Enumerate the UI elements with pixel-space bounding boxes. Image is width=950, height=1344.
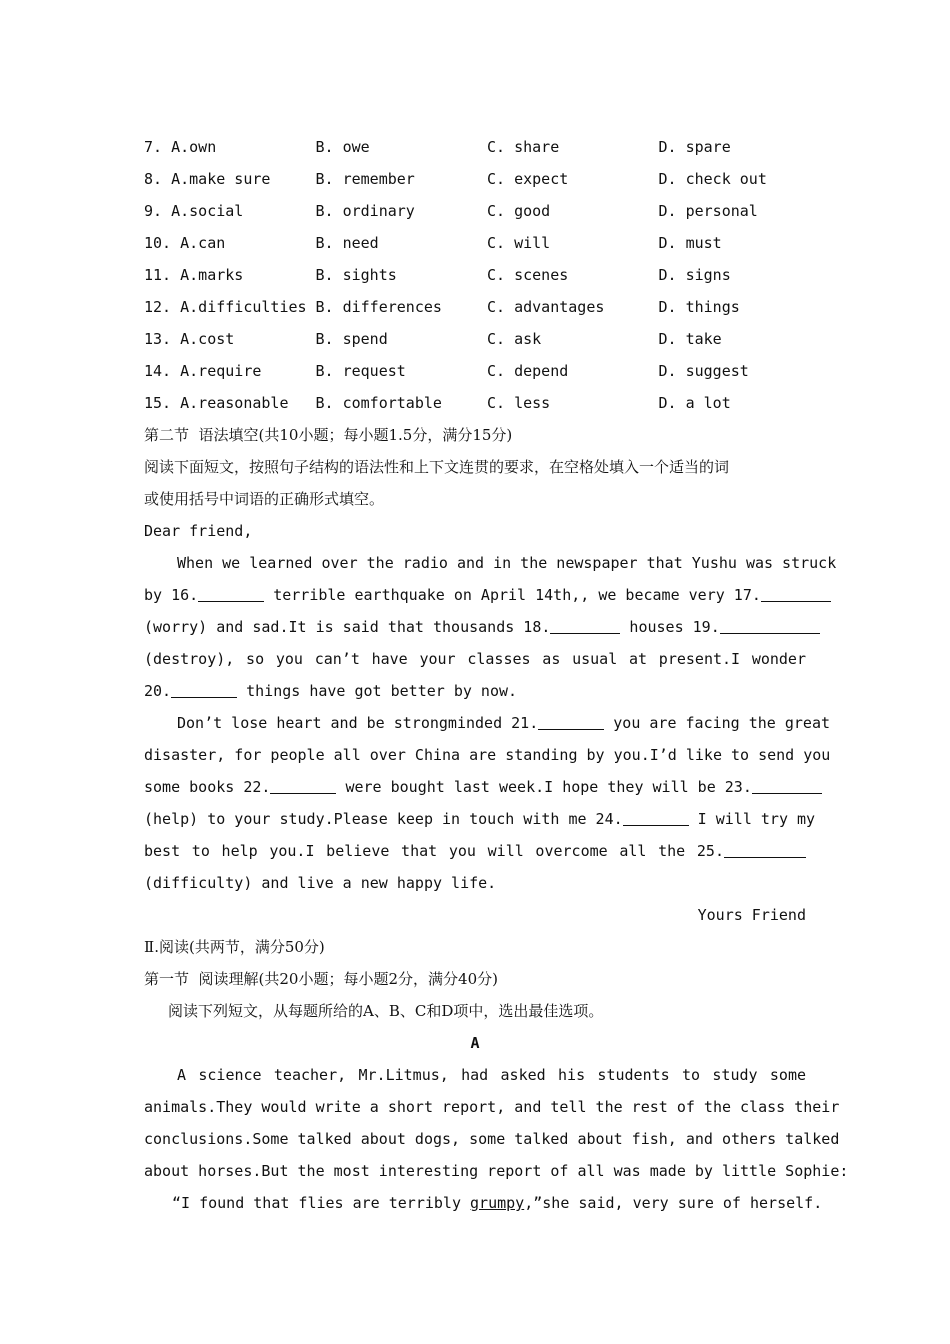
letter-line: When we learned over the radio and in the newspaper that Yushu was struck: [177, 554, 837, 572]
letter-line: best to help you.I believe that you will overcome all the 25.: [144, 835, 806, 867]
option-cell: D. suggest: [658, 362, 749, 380]
letter-line: (help) to your study.Please keep in touch with me 24. I will try my: [144, 803, 806, 835]
instruction-line: 阅读下面短文，按照句子结构的语法性和上下文连贯的要求，在空格处填入一个适当的词: [144, 458, 730, 476]
option-cell: B. request: [315, 362, 406, 380]
option-cell: 13. A.cost: [144, 330, 235, 348]
option-cell: B. differences: [315, 298, 442, 316]
page-content: [144, 131, 849, 1219]
instruction-line: 阅读下列短文，从每题所给的A、B、C和D项中，选出最佳选项。: [168, 1002, 604, 1020]
option-row: [144, 227, 806, 259]
option-cell: 14. A.require: [144, 362, 262, 380]
section-heading: 第一节 阅读理解(共20小题；每小题2分，满分40分): [144, 970, 498, 988]
option-row: [144, 387, 806, 419]
option-row: [144, 163, 806, 195]
answer-blank: [550, 615, 620, 634]
option-cell: C. less: [487, 394, 551, 412]
option-cell: D. things: [658, 298, 740, 316]
option-cell: 7. A.own: [144, 138, 217, 156]
answer-blank: [623, 807, 689, 826]
answer-blank: [198, 583, 264, 602]
option-cell: D. a lot: [658, 394, 731, 412]
option-cell: C. share: [487, 138, 560, 156]
instruction-line: 或使用括号中词语的正确形式填空。: [144, 490, 385, 508]
option-cell: C. advantages: [487, 298, 605, 316]
letter-line: (worry) and sad.It is said that thousands 18. houses 19.: [144, 611, 806, 643]
passage-line: conclusions.Some talked about dogs, some talked about fish, and others talked: [144, 1130, 840, 1148]
option-row: [144, 355, 806, 387]
part-heading: Ⅱ.阅读(共两节，满分50分): [144, 938, 325, 956]
passage-line: animals.They would write a short report, and tell the rest of the class their: [144, 1098, 840, 1116]
passage-line: A science teacher, Mr.Litmus, had asked his students to study some: [177, 1066, 806, 1084]
option-cell: B. spend: [315, 330, 388, 348]
option-cell: 10. A.can: [144, 234, 226, 252]
option-cell: 9. A.social: [144, 202, 244, 220]
option-row: [144, 195, 806, 227]
options-list: [144, 131, 806, 419]
option-cell: D. spare: [658, 138, 731, 156]
option-cell: B. sights: [315, 266, 397, 284]
option-row: [144, 131, 806, 163]
passage-line: “I found that flies are terribly grumpy,”she said, very sure of herself.: [172, 1194, 823, 1212]
option-cell: D. signs: [658, 266, 731, 284]
option-cell: B. ordinary: [315, 202, 415, 220]
answer-blank: [270, 775, 336, 794]
letter-signature: Yours Friend: [697, 906, 806, 924]
option-row: [144, 323, 806, 355]
answer-blank: [724, 839, 806, 858]
section-heading: 第二节 语法填空(共10小题；每小题1.5分，满分15分): [144, 426, 513, 444]
letter-greeting: Dear friend,: [144, 522, 253, 540]
letter-line: (destroy), so you can’t have your classes as usual at present.I wonder: [144, 650, 806, 668]
passage-line: about horses.But the most interesting report of all was made by little Sophie:: [144, 1162, 849, 1180]
letter-line: (difficulty) and live a new happy life.: [144, 874, 497, 892]
option-cell: C. scenes: [487, 266, 569, 284]
option-row: [144, 259, 806, 291]
answer-blank: [538, 711, 604, 730]
answer-blank: [720, 615, 820, 634]
option-cell: C. depend: [487, 362, 569, 380]
letter-line: some books 22. were bought last week.I hope they will be 23.: [144, 771, 806, 803]
option-cell: 12. A.difficulties: [144, 298, 307, 316]
option-cell: B. remember: [315, 170, 415, 188]
option-cell: D. personal: [658, 202, 758, 220]
letter-line: Don’t lose heart and be strongminded 21. you are facing the great: [144, 707, 806, 739]
option-cell: D. must: [658, 234, 722, 252]
option-cell: B. comfortable: [315, 394, 442, 412]
option-cell: C. good: [487, 202, 551, 220]
answer-blank: [752, 775, 822, 794]
option-cell: 15. A.reasonable: [144, 394, 289, 412]
option-cell: 11. A.marks: [144, 266, 244, 284]
option-cell: C. expect: [487, 170, 569, 188]
option-cell: 8. A.make sure: [144, 170, 271, 188]
option-cell: C. will: [487, 234, 551, 252]
option-row: [144, 291, 806, 323]
letter-line: by 16. terrible earthquake on April 14th,, we became very 17.: [144, 579, 806, 611]
answer-blank: [171, 679, 237, 698]
option-cell: C. ask: [487, 330, 542, 348]
passage-title: A: [470, 1034, 480, 1052]
option-cell: B. need: [315, 234, 379, 252]
option-cell: B. owe: [315, 138, 370, 156]
underlined-word: grumpy: [470, 1194, 525, 1212]
answer-blank: [761, 583, 831, 602]
option-cell: D. take: [658, 330, 722, 348]
letter-line: disaster, for people all over China are standing by you.I’d like to send you: [144, 746, 831, 764]
letter-line: 20. things have got better by now.: [144, 675, 806, 707]
option-cell: D. check out: [658, 170, 767, 188]
